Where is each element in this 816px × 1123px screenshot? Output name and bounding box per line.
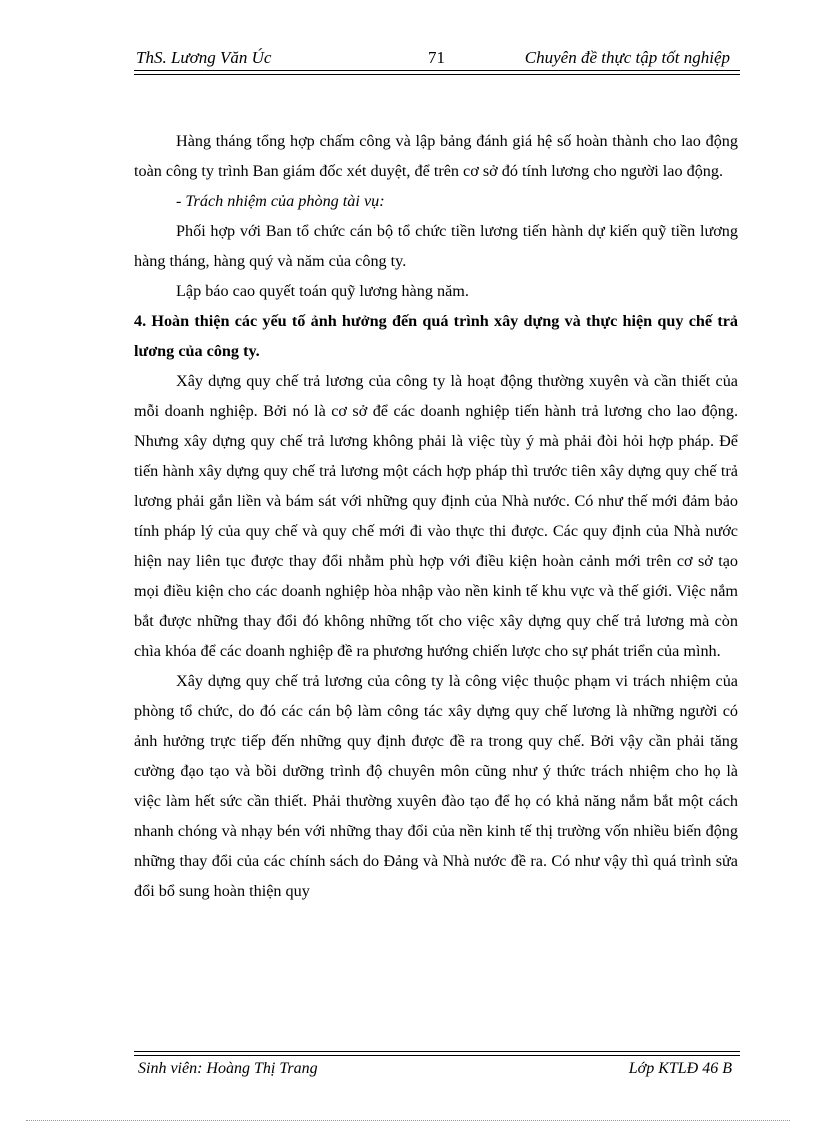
- page-bottom-dotted-line: [26, 1120, 790, 1121]
- page-number: 71: [428, 48, 445, 67]
- section-heading: 4. Hoàn thiện các yếu tố ảnh hưởng đến quá trình xây dựng và thực hiện quy chế trả lương của công ty.: [134, 312, 738, 360]
- page-header: [134, 44, 740, 70]
- footer-rule: [134, 1051, 740, 1056]
- paragraph-coordination: Phối hợp với Ban tổ chức cán bộ tổ chức tiền lương tiến hành dự kiến quỹ tiền lương hàng tháng, hàng quý và năm của công ty.: [134, 222, 738, 270]
- footer-student: Sinh viên: Hoàng Thị Trang: [138, 1060, 318, 1077]
- paragraph-regulation: Xây dựng quy chế trả lương của công ty là hoạt động thường xuyên và cần thiết của mỗi doanh nghiệp. Bởi nó là cơ sở để các doanh nghiệp tiến hành trả lương cho lao động. Nhưng xây dựng quy chế trả lương không phải là việc tùy ý mà phải đòi hỏi hợp pháp. Để tiến hành xây dựng quy chế trả lương một cách hợp pháp thì trước tiên xây dựng quy chế trả lương phải gắn liền và bám sát với những quy định của Nhà nước. Có như thế mới đảm bảo tính pháp lý của quy chế và quy chế mới đi vào thực thi được. Các quy định của Nhà nước hiện nay liên tục được thay đổi nhằm phù hợp với điều kiện hoàn cảnh mới trên cơ sở tạo mọi điều kiện cho các doanh nghiệp hòa nhập vào nền kinh tế khu vực và thế giới. Việc nắm bắt được những thay đổi đó không những tốt cho việc xây dựng quy chế trả lương mà còn chìa khóa để các doanh nghiệp đề ra phương hướng chiến lược cho sự phát triển của mình.: [134, 372, 738, 660]
- document-title: Chuyên đề thực tập tốt nghiệp: [524, 48, 730, 67]
- finance-dept-subheading: - Trách nhiệm của phòng tài vụ:: [176, 192, 385, 210]
- footer-class: Lớp KTLĐ 46 B: [628, 1060, 732, 1077]
- page-footer: [134, 1058, 740, 1084]
- header-rule: [134, 70, 740, 75]
- page-body: [134, 126, 738, 906]
- paragraph-responsibility: Xây dựng quy chế trả lương của công ty là công việc thuộc phạm vi trách nhiệm của phòng tổ chức, do đó các cán bộ làm công tác xây dựng quy chế lương là những người có ảnh hưởng trực tiếp đến những quy định được đề ra trong quy chế. Bởi vậy cần phải tăng cường đạo tạo và bồi dưỡng trình độ chuyên môn cũng như ý thức trách nhiệm cho họ là việc làm hết sức cần thiết. Phải thường xuyên đào tạo để họ có khả năng nắm bắt một cách nhanh chóng và nhạy bén với những thay đổi của nền kinh tế thị trường vốn nhiều biến động những thay đổi của các chính sách do Đảng và Nhà nước đề ra. Có như vậy thì quá trình sửa đổi bổ sung hoàn thiện quy: [134, 672, 738, 900]
- paragraph-settlement: Lập báo cao quyết toán quỹ lương hàng năm.: [176, 282, 469, 300]
- header-author: ThS. Lương Văn Úc: [136, 48, 272, 67]
- paragraph-timekeeping: Hàng tháng tổng hợp chấm công và lập bảng đánh giá hệ số hoàn thành cho lao động toàn công ty trình Ban giám đốc xét duyệt, để trên cơ sở đó tính lương cho người lao động.: [134, 132, 738, 180]
